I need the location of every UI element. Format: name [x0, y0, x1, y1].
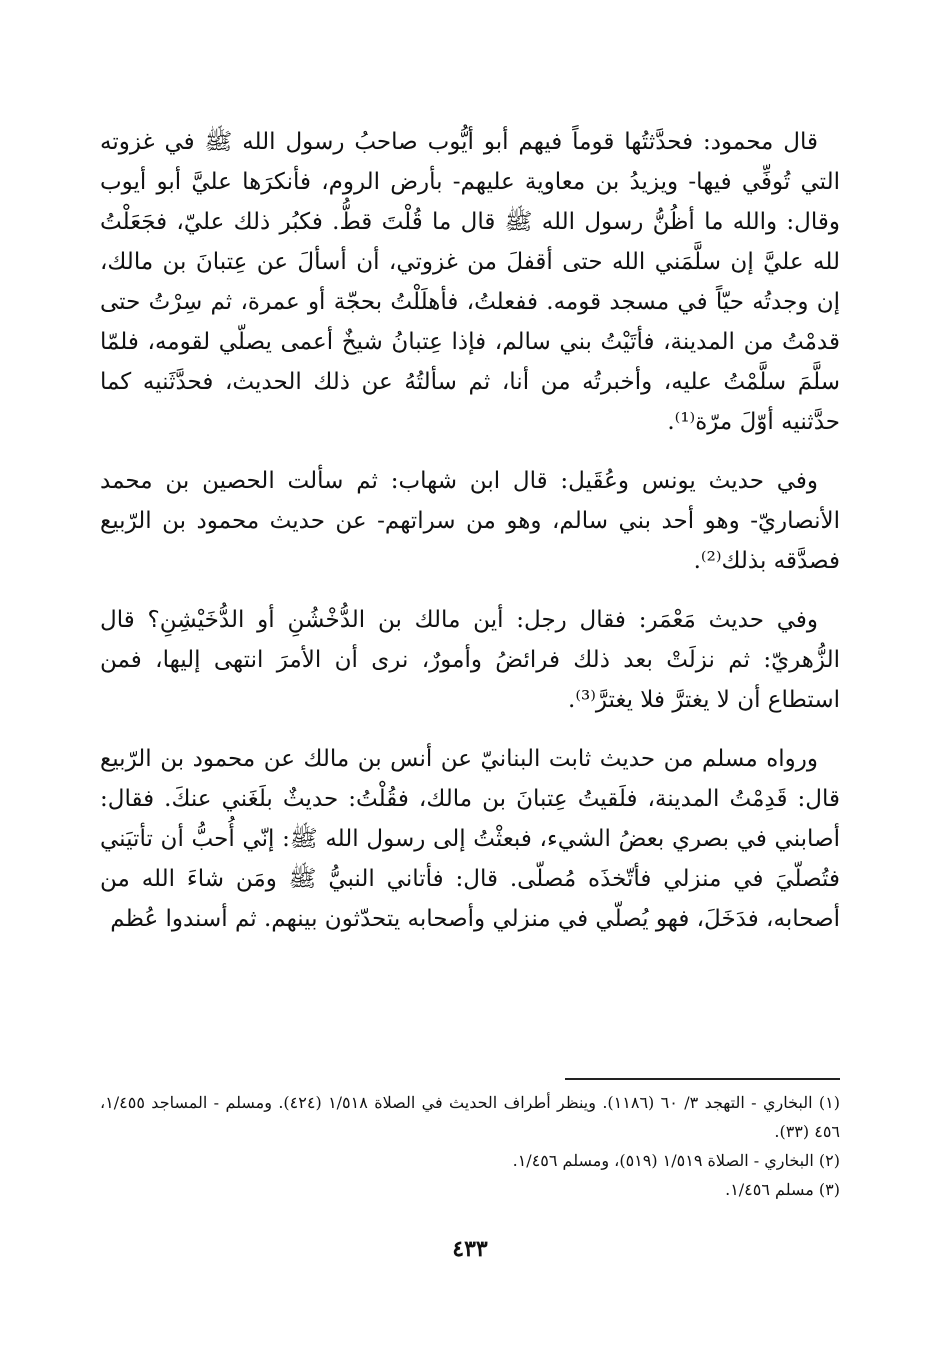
paragraph-3: وفي حديث مَعْمَر: فقال رجل: أين مالك بن الدُّخْشُنِ أو الدُّخَيْشِنِ؟ قال الزُّهريّ: ثم نزلَتْ بعد ذلك فرائضُ وأمورٌ، نرى أن الأمرَ انتهى إليها، فمن استطاع أن لا يغترَّ فلا يغترَّ⁽³⁾. [100, 607, 840, 713]
paragraph-4: ورواه مسلم من حديث ثابت البنانيّ عن أنس بن مالك عن محمود بن الرّبيع قال: قَدِمْتُ المدينة، فلَقيتُ عِتبانَ بن مالك، فقُلْتُ: حديثٌ بلَغَني عنكَ. فقال: أصابني في بصري بعضُ الشيء، فبعثْتُ إلى رسول الله ﷺ: إنّي أُحبُّ أن تأتيَني فتُصلّيَ في منزلي فأتّخذَه مُصلّى. قال: فأتاني النبيُّ ﷺ ومَن شاءَ الله من أصحابه، فدَخَلَ، فهو يُصلّي في منزلي وأصحابه يتحدّثون بينهم. ثم أسندوا عُظم [100, 746, 840, 932]
footnote-divider [565, 1078, 840, 1080]
footnotes [100, 1088, 840, 1204]
footnote-2: (٢) البخاري - الصلاة ١/٥١٩ (٥١٩)، ومسلم ١/٤٥٦. [512, 1151, 840, 1170]
paragraph-2: وفي حديث يونس وعُقَيل: قال ابن شهاب: ثم سألت الحصين بن محمد الأنصاريّ- وهو أحد بني سالم، وهو من سراتهم- عن حديث محمود بن الرّبيع فصدَّقه بذلك⁽²⁾. [100, 468, 840, 574]
footnote-3: (٣) مسلم ١/٤٥٦. [725, 1180, 840, 1199]
paragraph-1: قال محمود: فحدَّثتُها قوماً فيهم أبو أيُّوب صاحبُ رسول الله ﷺ في غزوته التي تُوفِّي فيها- ويزيدُ بن معاوية عليهم- بأرض الروم، فأنكرَها عليَّ أبو أيوب وقال: والله ما أظُنُّ رسول الله ﷺ قال ما قُلْتَ قطُّ. فكبُر ذلك عليّ، فجَعَلْتُ لله عليَّ إن سلَّمَني الله حتى أقفلَ من غزوتي، أن أسألَ عن عِتبانَ بن مالك، إن وجدتُه حيّاً في مسجد قومه. ففعلتُ، فأهلَلْتُ بحجّة أو عمرة، ثم سِرْتُ حتى قدمْتُ من المدينة، فأتَيْتُ بني سالم، فإذا عِتبانُ شيخٌ أعمى يصلّي لقومه، فلمّا سلَّمَ سلَّمْتُ عليه، وأخبرتُه من أنا، ثم سألتُهُ عن ذلك الحديث، فحدَّثَنيه كما حدَّثنيه أوّلَ مرّة⁽¹⁾. [100, 129, 840, 435]
main-text [100, 122, 840, 958]
page-number: ٤٣٣ [452, 1236, 488, 1262]
footnote-1: (١) البخاري - التهجد ٣/ ٦٠ (١١٨٦). وينظر أطراف الحديث في الصلاة ١/٥١٨ (٤٢٤). ومسلم - المساجد ١/٤٥٥، ٤٥٦ (٣٣). [100, 1093, 841, 1141]
